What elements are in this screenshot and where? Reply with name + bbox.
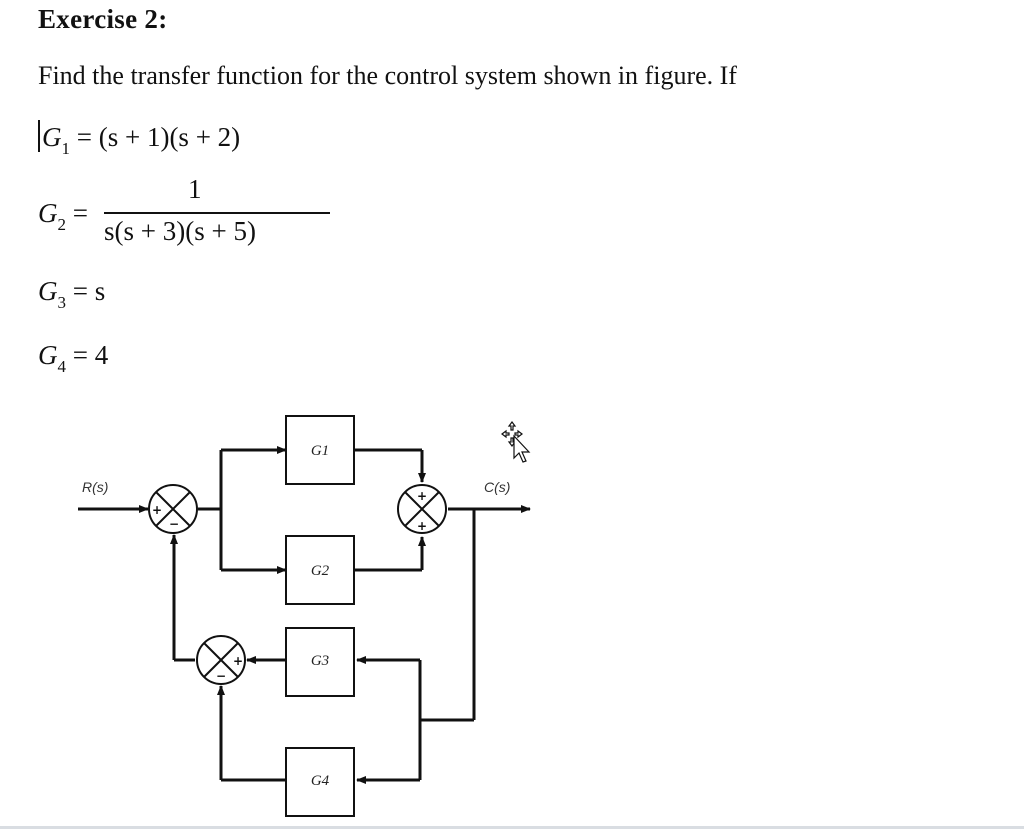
g1-expression: = (s + 1)(s + 2) (76, 122, 241, 152)
equation-g1 (38, 120, 240, 157)
svg-text:+: + (151, 503, 163, 517)
block-diagram (0, 400, 560, 825)
equation-g3 (38, 276, 105, 311)
g4-symbol: G (38, 340, 58, 370)
svg-text:+: + (416, 519, 428, 533)
exercise-heading: Exercise 2: (38, 4, 168, 34)
g1-symbol: G (42, 122, 62, 152)
g2-denominator: s(s + 3)(s + 5) (104, 216, 256, 246)
problem-statement: Find the transfer function for the control system shown in figure. If (38, 61, 737, 90)
move-cursor-icon (498, 420, 534, 466)
equation-g4 (38, 340, 108, 375)
g2-subscript: 2 (57, 215, 66, 235)
g2-equals: = (72, 198, 88, 228)
g3-symbol: G (38, 276, 58, 306)
g4-subscript: 4 (57, 357, 66, 377)
fraction-bar (104, 212, 330, 214)
input-label: R(s) (82, 479, 109, 495)
block-g4-label: G4 (310, 773, 330, 789)
block-g3-label: G3 (310, 653, 330, 669)
g4-expression: = 4 (72, 340, 109, 370)
g2-symbol: G (38, 198, 58, 228)
output-label: C(s) (484, 479, 511, 495)
g1-subscript: 1 (61, 139, 70, 159)
block-g1-label: G1 (310, 443, 330, 459)
svg-text:−: − (215, 669, 227, 683)
g3-expression: = s (72, 276, 106, 306)
text-cursor (38, 120, 40, 152)
svg-text:+: + (232, 654, 244, 668)
g2-numerator: 1 (188, 174, 202, 204)
svg-text:+: + (416, 489, 428, 503)
g3-subscript: 3 (57, 293, 66, 313)
block-g2-label: G2 (310, 563, 330, 579)
svg-text:−: − (168, 517, 180, 531)
